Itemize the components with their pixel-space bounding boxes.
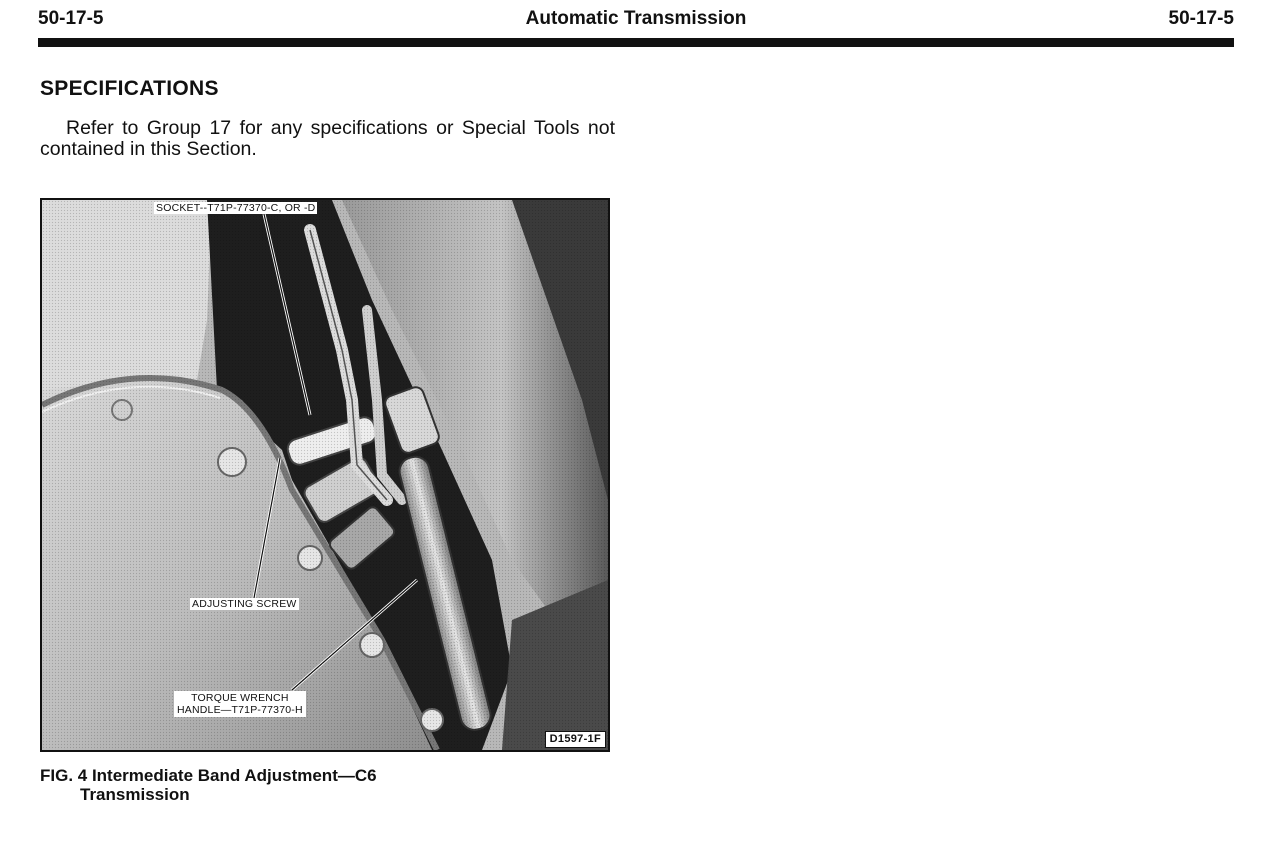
callout-torque-wrench-line2: HANDLE—T71P-77370-H (177, 704, 303, 716)
header-title: Automatic Transmission (525, 8, 747, 29)
transmission-photo (42, 200, 608, 750)
figure-caption-line2: Transmission (80, 785, 190, 804)
section-heading: SPECIFICATIONS (40, 77, 219, 100)
header-rule (38, 38, 1234, 47)
body-paragraph: Refer to Group 17 for any specifications or Special Tools not contained in this Section. (40, 117, 615, 160)
callout-torque-wrench-line1: TORQUE WRENCH (191, 692, 289, 704)
figure-caption (40, 766, 520, 804)
callout-torque-wrench (174, 691, 306, 717)
header-page-number-right: 50-17-5 (1168, 8, 1234, 29)
callout-socket: SOCKET--T71P-77370-C, OR -D (156, 202, 316, 214)
callout-adjusting-screw: ADJUSTING SCREW (192, 598, 297, 610)
figure-photo-frame (40, 198, 610, 752)
header-page-number-left: 50-17-5 (38, 8, 104, 29)
page-header (38, 8, 1234, 38)
figure-caption-line1: FIG. 4 Intermediate Band Adjustment—C6 (40, 766, 377, 785)
figure-id-label: D1597-1F (545, 731, 606, 748)
